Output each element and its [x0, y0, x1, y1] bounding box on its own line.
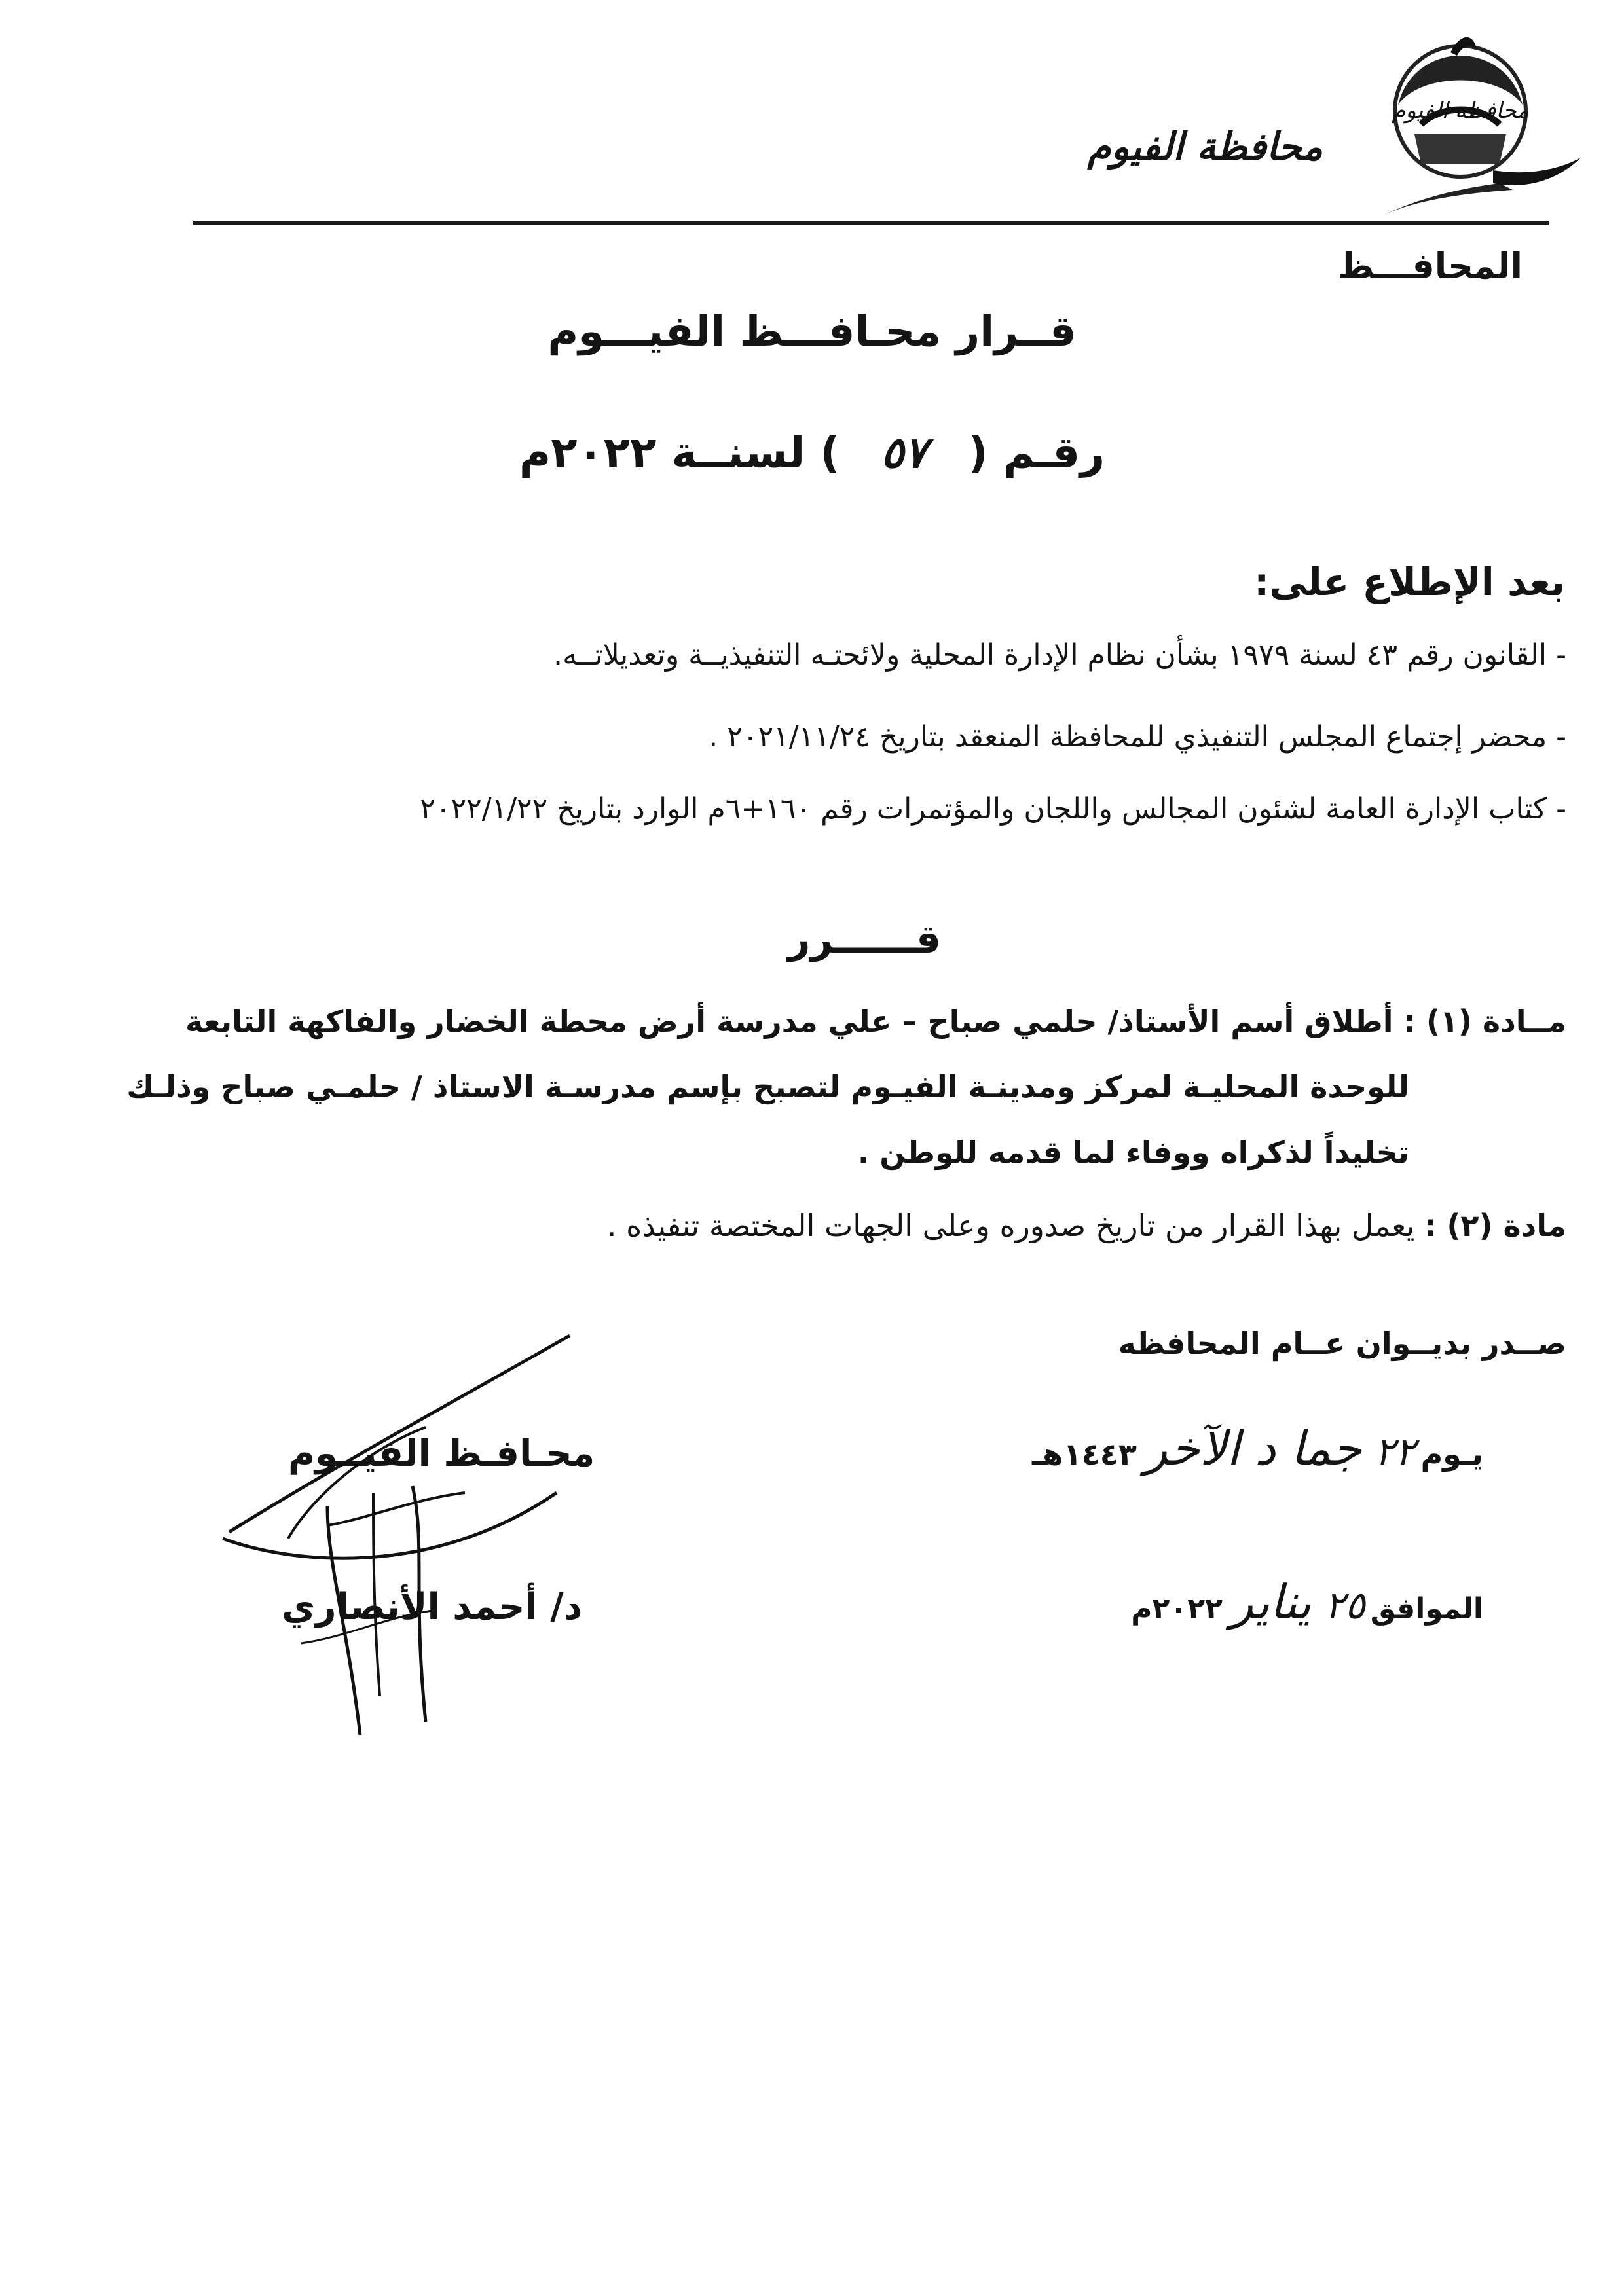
- article-1-line: للوحدة المحليـة لمركز ومدينـة الفيـوم لتصبح بإسم مدرسـة الاستاذ / حلمـي صباح وذلـك: [126, 1069, 1409, 1104]
- greg-year: ٢٠٢٢م: [1131, 1592, 1223, 1626]
- decree-title: قــرار محـافـــظ الفيـــوم: [547, 308, 1077, 356]
- decision-heading: قــــــرر: [787, 917, 942, 962]
- reference-law: - القانون رقم ٤٣ لسنة ١٩٧٩ بشأن نظام الإدارة المحلية ولائحتـه التنفيذيــة وتعديلاتــه.: [553, 638, 1566, 672]
- governor-signature: [216, 1329, 596, 1735]
- header-divider: [193, 221, 1549, 225]
- hijri-day: ٢٢: [1375, 1429, 1416, 1474]
- signatory-name: د/ أحمد الأنصاري: [282, 1586, 583, 1628]
- greg-day: ٢٥: [1324, 1583, 1365, 1628]
- gregorian-date: [1131, 1575, 1483, 1630]
- signatory-title: محـافـظ الفيــوم: [288, 1432, 595, 1475]
- reference-council-minutes: - محضر إجتماع المجلس التنفيذي للمحافظة المنعقد بتاريخ ٢٠٢١/١١/٢٤ .: [709, 720, 1566, 754]
- decree-number-prefix: رقـم (: [968, 428, 1105, 478]
- article-1-line: تخليداً لذكراه ووفاء لما قدمه للوطن .: [857, 1135, 1409, 1170]
- decree-number-suffix: ) لسنــة ٢٠٢٢م: [519, 428, 840, 478]
- article-2-text: يعمل بهذا القرار من تاريخ صدوره وعلى الجهات المختصة تنفيذه .: [606, 1208, 1424, 1243]
- organization-name: محافظة الفيوم: [1087, 124, 1323, 169]
- hijri-date: [1032, 1421, 1483, 1476]
- preamble-intro: بعد الإطلاع على:: [1254, 560, 1565, 604]
- hijri-year: ١٤٤٣هـ: [1031, 1436, 1137, 1472]
- hijri-month: جما د الآخر: [1144, 1421, 1362, 1476]
- decree-number-line: [0, 427, 1624, 478]
- hijri-prefix: يـوم: [1420, 1436, 1483, 1472]
- article-1: [100, 989, 1566, 1185]
- office-label: المحافـــظ: [1337, 246, 1522, 287]
- article-2: [607, 1208, 1566, 1243]
- issued-at: صــدر بديــوان عــام المحافظه: [1118, 1326, 1566, 1361]
- logo-text: محافظة الفيوم: [1392, 98, 1529, 124]
- fayoum-governorate-logo: [1336, 26, 1585, 223]
- reference-letter: - كتاب الإدارة العامة لشئون المجالس واللجان والمؤتمرات رقم ١٦٠+٦م الوارد بتاريخ ٢٠٢٢/١/٢٢: [420, 792, 1566, 826]
- greg-month: يناير: [1230, 1575, 1312, 1630]
- article-1-line: مــادة (١) : أطلاق أسم الأستاذ/ حلمي صباح – علي مدرسة أرض محطة الخضار والفاكهة التابعة: [185, 1004, 1566, 1039]
- article-2-label: مادة (٢) :: [1424, 1208, 1566, 1243]
- greg-prefix: الموافق: [1370, 1592, 1483, 1626]
- decree-number: ٥٧: [881, 427, 927, 478]
